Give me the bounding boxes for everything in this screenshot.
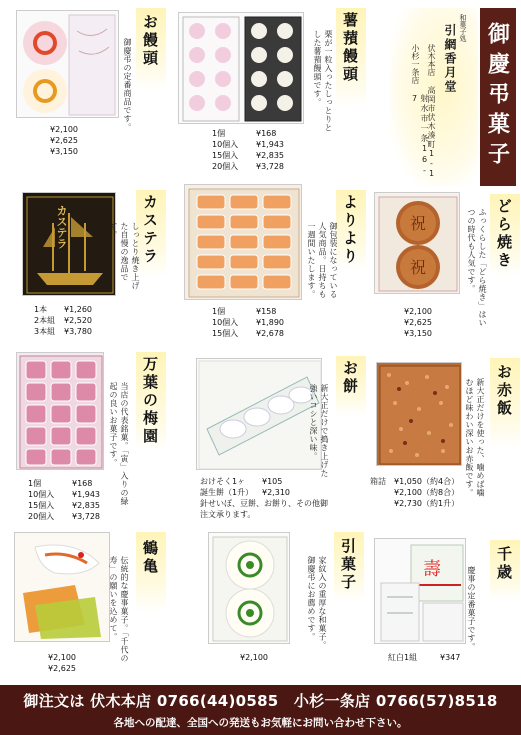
price-row: 紅白1組 ¥347 — [388, 653, 461, 662]
footer — [0, 685, 521, 735]
svg-text:祝: 祝 — [410, 214, 427, 233]
price-row: 1個 ¥168 — [28, 479, 93, 488]
price-row: ¥2,100 — [404, 307, 432, 316]
osekihan-desc: 新大正だけを使った、噛めば噛むほど味わい深いお赤飯です。 — [465, 378, 485, 497]
price-row: 10個入 ¥1,943 — [212, 140, 284, 149]
shop-info — [390, 8, 478, 186]
osekihan-prices — [394, 476, 459, 509]
yoriyori-photo — [184, 184, 302, 300]
price-row: ¥2,625 — [404, 318, 432, 327]
price-row: 1個 ¥158 — [212, 307, 277, 316]
castella-prices — [34, 304, 92, 337]
price-row: ¥2,100（約8合） — [394, 488, 460, 497]
main-title: 御慶弔菓子 — [480, 8, 516, 186]
hikigashi-desc: 家紋入の重厚な和菓子。御慶弔にお薦めです。 — [307, 556, 327, 650]
shoyo-photo — [178, 12, 304, 124]
osekihan-label: 箱詰 — [370, 477, 386, 486]
price-row: 15個入 ¥2,835 — [212, 151, 284, 160]
omochi-prices — [200, 476, 330, 520]
svg-text:壽: 壽 — [423, 559, 441, 580]
bannou-prices — [28, 478, 100, 522]
branch-2-name: 小杉一条店 — [411, 44, 420, 84]
tsurukame-desc: 伝統的な慶事菓子。「千代の寿」の願いを込めて。 — [109, 556, 129, 663]
chitose-desc: 慶事の定番菓子です。 — [467, 566, 476, 651]
hikigashi-prices — [240, 652, 268, 663]
shop-tagline: 和菓子処 — [459, 14, 467, 42]
price-row: 10個入 ¥1,890 — [212, 318, 284, 327]
price-row: 20個入 ¥3,728 — [28, 512, 100, 521]
price-row: ¥2,100 — [240, 653, 268, 662]
price-row: 誕生餅（1升） ¥2,310 — [200, 488, 290, 497]
omochi-photo — [196, 358, 322, 470]
yoriyori-prices — [212, 306, 284, 339]
osekihan-title: お赤飯 — [495, 364, 513, 418]
omanju-title: お饅頭 — [141, 14, 159, 68]
footer-order-line: 御注文は 伏木本店 0766(44)0585 小杉一条店 0766(57)8518 — [23, 692, 498, 710]
castella-box-label: カステラ — [55, 205, 68, 249]
dorayaki-prices — [404, 306, 432, 339]
omanju-photo — [16, 10, 119, 118]
branch-1-name: 伏木本店 — [427, 44, 436, 76]
shoyo-title: 薯蕷饅頭 — [341, 12, 359, 84]
price-row: ¥1,050（約4合） — [394, 477, 460, 486]
price-row: ¥2,730（約1升） — [394, 499, 460, 508]
price-row: ¥2,100 — [48, 653, 76, 662]
omanju-desc: 御慶弔の定番商品です。 — [123, 38, 132, 132]
castella-photo — [22, 192, 116, 296]
price-row: 15個入 ¥2,678 — [212, 329, 284, 338]
footer-delivery-line: 各地への配達、全国への発送もお気軽にお問い合わせ下さい。 — [113, 717, 408, 729]
shoyo-prices — [212, 128, 284, 172]
branch-2-address: 射水市一条16-7 — [410, 94, 429, 177]
omochi-title: お餅 — [341, 360, 359, 396]
price-row: 20個入 ¥3,728 — [212, 162, 284, 171]
hikigashi-photo — [208, 532, 290, 644]
price-row: 2本組 ¥2,520 — [34, 316, 92, 325]
branch-1-address: 高岡市伏木湊町1-1 — [427, 86, 436, 179]
osekihan-photo — [376, 362, 462, 466]
chitose-title: 千歳 — [495, 546, 513, 582]
dorayaki-desc: ふっくらした「どら焼き」はいつの時代も人気です。 — [467, 208, 487, 327]
castella-title: カステラ — [141, 194, 159, 266]
price-row: 10個入 ¥1,943 — [28, 490, 100, 499]
tsurukame-photo — [14, 532, 110, 642]
dorayaki-photo — [374, 192, 460, 294]
omanju-prices — [50, 124, 78, 157]
dorayaki-title: どら焼き — [495, 198, 513, 270]
chitose-photo — [374, 538, 466, 644]
yoriyori-title: よりより — [341, 194, 359, 266]
price-row: 1本 ¥1,260 — [34, 305, 92, 314]
shoyo-desc: 栗が一粒入ったしっとりとした薯蕷饅頭です。 — [313, 30, 333, 132]
price-row: ¥3,150 — [404, 329, 432, 338]
price-row: ¥3,150 — [50, 147, 78, 156]
price-row: 15個入 ¥2,835 — [28, 501, 100, 510]
price-row: 1個 ¥168 — [212, 129, 277, 138]
price-row: おけそく1ヶ ¥105 — [200, 477, 283, 486]
tsurukame-prices — [48, 652, 76, 674]
castella-desc: しっとり焼き上げた自慢の逸品です。 — [109, 222, 140, 290]
price-row: ¥2,625 — [50, 136, 78, 145]
svg-text:祝: 祝 — [410, 258, 427, 277]
price-row: 3本組 ¥3,780 — [34, 327, 92, 336]
omochi-desc: 新大正だけで搗き上げた強いコシと深い味。 — [309, 384, 329, 478]
hikigashi-title: 引菓子 — [339, 538, 357, 592]
bannou-desc: 当店の代表銘菓。「寅」入りの緑起の良いお菓子です。 — [109, 382, 129, 506]
tsurukame-title: 鶴亀 — [141, 540, 159, 576]
shop-name: 引網香月堂 — [443, 24, 457, 94]
price-row: ¥2,625 — [48, 664, 76, 673]
chitose-prices — [388, 652, 460, 663]
price-row: ¥2,100 — [50, 125, 78, 134]
bannou-title: 万葉の梅園 — [141, 356, 159, 446]
bannou-photo — [16, 352, 104, 470]
yoriyori-desc: 御包装になっている人気商品。日持ちも一週間いたします。 — [307, 222, 338, 299]
omochi-note: 針せいぼ、豆餅、お餅り、その他御注文承ります。 — [200, 499, 328, 519]
